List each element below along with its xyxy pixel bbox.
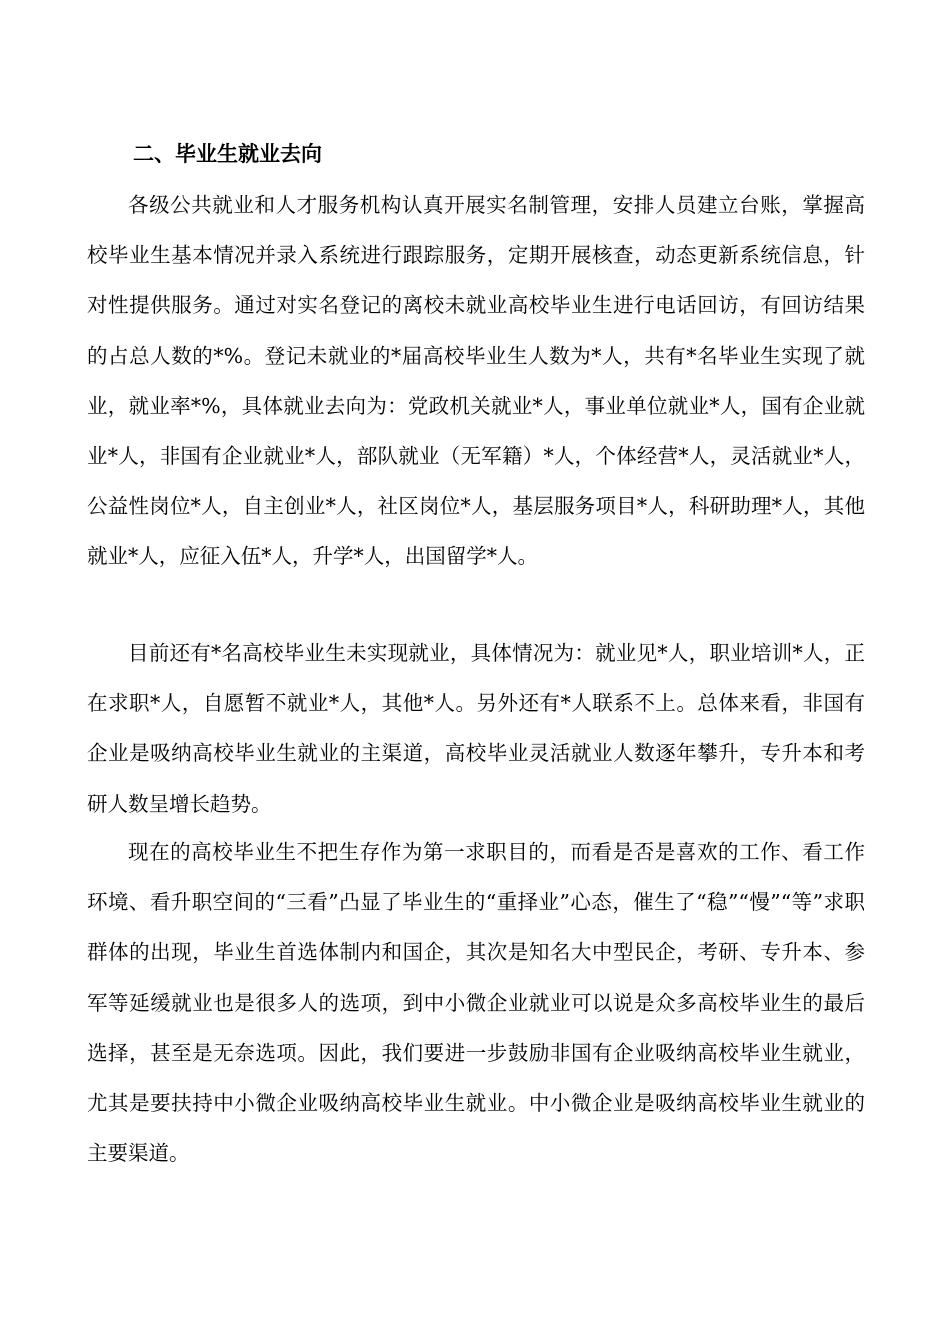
section-heading: 二、毕业生就业去向 [133, 142, 322, 166]
paragraph-unemployed-status: 目前还有*名高校毕业生未实现就业，具体情况为：就业见*人，职业培训*人，正在求职*人，自愿暂不就业*人，其他*人。另外还有*人联系不上。总体来看，非国有企业是吸纳高校毕业生就业的主渠道，高校毕业灵活就业人数逐年攀升，专升本和考研人数呈增长趋势。 [87, 641, 865, 816]
paragraph-employment-status: 各级公共就业和人才服务机构认真开展实名制管理，安排人员建立台账，掌握高校毕业生基本情况并录入系统进行跟踪服务，定期开展核查，动态更新系统信息，针对性提供服务。通过对实名登记的离校未就业高校毕业生进行电话回访，有回访结果的占总人数的*%。登记未就业的*届高校毕业生人数为*人，共有*名毕业生实现了就业，就业率*%，具体就业去向为：党政机关就业*人，事业单位就业*人，国有企业就业*人，非国有企业就业*人，部队就业（无军籍）*人，个体经营*人，灵活就业*人，公益性岗位*人，自主创业*人，社区岗位*人，基层服务项目*人，科研助理*人，其他就业*人，应征入伍*人，升学*人，出国留学*人。 [87, 193, 865, 569]
paragraph-graduate-mindset: 现在的高校毕业生不把生存作为第一求职目的，而看是否是喜欢的工作、看工作环境、看升职空间的“三看”凸显了毕业生的“重择业”心态，催生了“稳”“慢”“等”求职群体的出现，毕业生首选体制内和国企，其次是知名大中型民企，考研、专升本、参军等延缓就业也是很多人的选项，到中小微企业就业可以说是众多高校毕业生的最后选择，甚至是无奈选项。因此，我们要进一步鼓励非国有企业吸纳高校毕业生就业，尤其是要扶持中小微企业吸纳高校毕业生就业。中小微企业是吸纳高校毕业生就业的主要渠道。 [87, 840, 865, 1166]
